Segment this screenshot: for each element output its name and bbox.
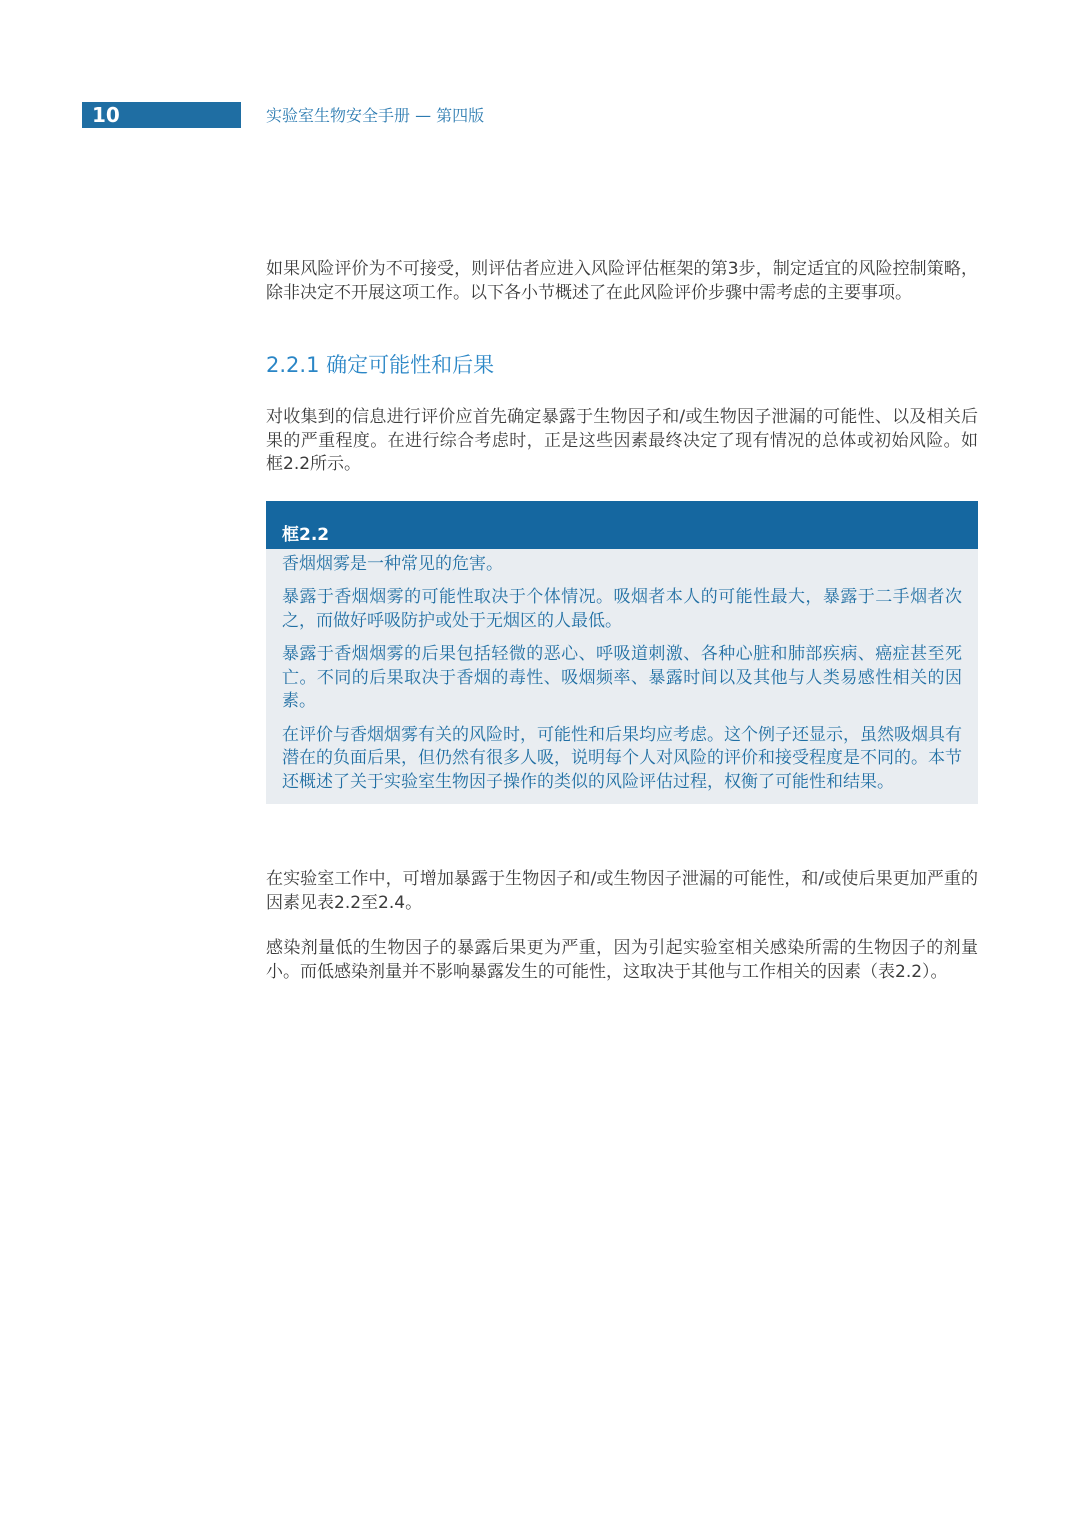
page-number: 10 (92, 103, 120, 127)
info-box-paragraph: 在评价与香烟烟雾有关的风险时，可能性和后果均应考虑。这个例子还显示，虽然吸烟具有潜在的负面后果，但仍然有很多人吸，说明每个人对风险的评价和接受程度是不同的。本节还概述了关于实验室生物因子操作的类似的风险评估过程，权衡了可能性和结果。 (282, 724, 962, 792)
info-box (266, 501, 978, 805)
info-box-paragraph: 香烟烟雾是一种常见的危害。 (282, 553, 503, 574)
dose-paragraph: 感染剂量低的生物因子的暴露后果更为严重，因为引起实验室相关感染所需的生物因子的剂量小。而低感染剂量并不影响暴露发生的可能性，这取决于其他与工作相关的因素（表2.2）。 (266, 938, 978, 982)
info-box-header (266, 501, 978, 549)
info-box-paragraph: 暴露于香烟烟雾的后果包括轻微的恶心、呼吸道刺激、各种心脏和肺部疾病、癌症甚至死亡。不同的后果取决于香烟的毒性、吸烟频率、暴露时间以及其他与人类易感性相关的因素。 (282, 644, 962, 711)
page-number-bar (82, 102, 241, 128)
info-box-paragraph: 暴露于香烟烟雾的可能性取决于个体情况。吸烟者本人的可能性最大，暴露于二手烟者次之，而做好呼吸防护或处于无烟区的人最低。 (282, 587, 962, 631)
info-box-title: 框2.2 (282, 524, 330, 545)
factors-paragraph: 在实验室工作中，可增加暴露于生物因子和/或生物因子泄漏的可能性，和/或使后果更加严重的因素见表2.2至2.4。 (266, 869, 978, 913)
page-content (266, 258, 978, 984)
section-paragraph: 对收集到的信息进行评价应首先确定暴露于生物因子和/或生物因子泄漏的可能性、以及相关后果的严重程度。在进行综合考虑时，正是这些因素最终决定了现有情况的总体或初始风险。如框2.2所示。 (266, 407, 978, 474)
intro-paragraph: 如果风险评价为不可接受，则评估者应进入风险评估框架的第3步，制定适宜的风险控制策略，除非决定不开展这项工作。以下各小节概述了在此风险评价步骤中需考虑的主要事项。 (266, 259, 978, 303)
running-title: 实验室生物安全手册 — 第四版 (266, 106, 485, 125)
section-heading: 2.2.1 确定可能性和后果 (266, 353, 495, 377)
info-box-body (266, 549, 978, 795)
